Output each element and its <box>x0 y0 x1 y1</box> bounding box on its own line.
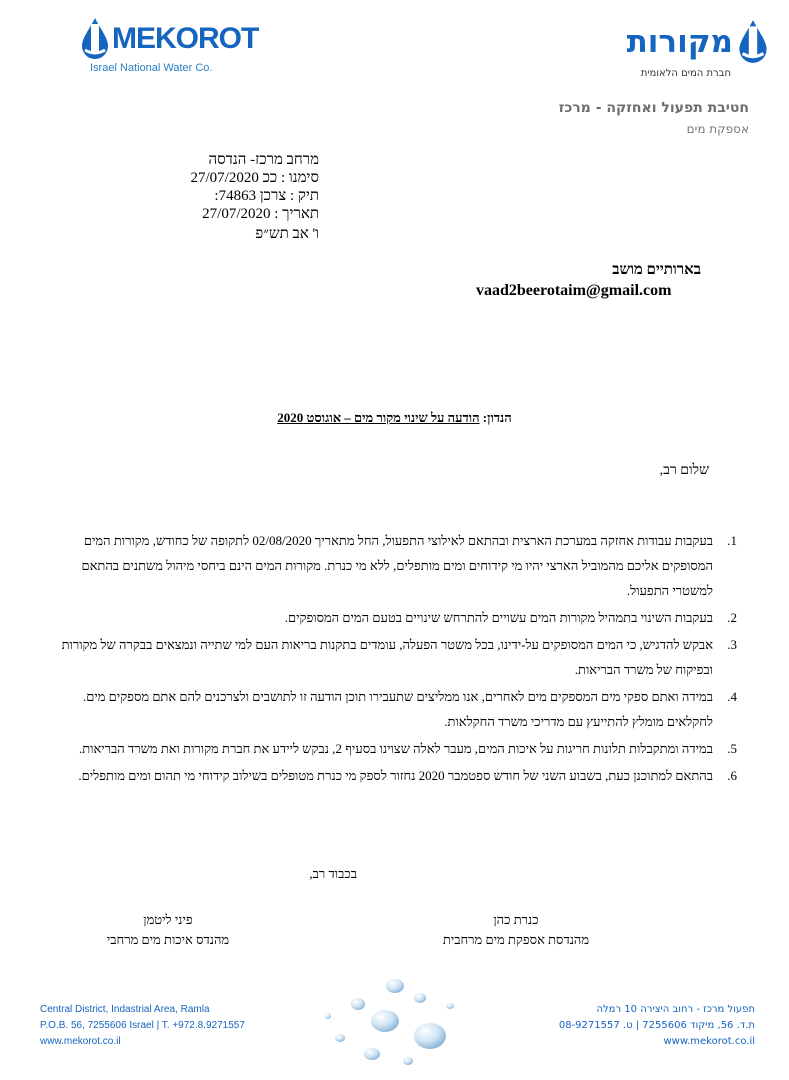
logo-he-name: מקורות <box>626 24 733 60</box>
item-number: 3. <box>727 637 737 652</box>
meta-hebrew-date: ו' אב תש״פ <box>255 226 319 242</box>
footer-address: תפעול מרכז - רחוב היצירה 10 רמלה <box>596 1004 755 1015</box>
footer-hebrew <box>555 1002 755 1050</box>
footer-contact: P.O.B. 56, 7255606 Israel | T. +972.8.9271557 <box>40 1020 245 1031</box>
logo-en-name: MEKOROT <box>112 22 259 55</box>
subject-text: הודעה על שינוי מקור מים – אוגוסט 2020 <box>277 410 480 425</box>
list-item <box>53 528 737 603</box>
meta-file: תיק : צרכן 74863: <box>214 188 319 204</box>
item-text: בעקבות עבודות אחזקה במערכת הארצית ובהתאם לאילוצי התפעול, החל מתאריך 02/08/2020 לתקופה של כחודש, מקורות המים המסופקים אליכם מהמוביל הארצי יהיו מי קידוחים ומים מותפלים, ללא מי כנרת. מקורות המים הינם ביחסי מיהול משתנים בהתאם למשטרי התפעול. <box>81 533 713 598</box>
meta-reference: סימנו : ככ 27/07/2020 <box>190 170 319 186</box>
signature-block-cohen <box>416 910 616 950</box>
item-number: 2. <box>727 610 737 625</box>
item-number: 4. <box>727 689 737 704</box>
recipient-name: בארותיים מושב <box>612 262 701 278</box>
list-item <box>53 605 737 630</box>
item-text: במידה ומתקבלות תלונות חריגות על איכות המים, מעבר לאלה שצוינו בסעיף 2, נבקש ליידע את חברת מקורות ואת משרד הבריאות. <box>78 741 713 756</box>
item-text: במידה ואתם ספקי מים המספקים מים לאחרים, אנו ממליצים שתעבירו תוכן הודעה זו לתושבים ולצרכנים להם אתם מספקים מים. לחקלאים מומלץ להתייעץ עם מדריכי משרד החקלאות. <box>82 689 713 729</box>
item-number: 6. <box>727 768 737 783</box>
item-number: 5. <box>727 741 737 756</box>
list-item <box>53 736 737 761</box>
footer-contact: ת.ד. 56, מיקוד 7255606 | ט. 08-9271557 <box>558 1020 755 1031</box>
signature-block-litman <box>78 910 258 950</box>
list-item <box>53 763 737 788</box>
item-text: אבקש להדגיש, כי המים המסופקים על-ידינו, בכל משטר הפעלה, עומדים בתקנות בריאות העם למי שתייה ונמצאים בבקרה של מקורות ובפיקוח של משרד הבריאות. <box>61 637 713 677</box>
footer-address: Central District, Indastrial Area, Ramla <box>40 1004 210 1015</box>
signatory-name: כנרת כהן <box>493 912 539 927</box>
item-text: בהתאם למתוכנן כעת, בשבוע השני של חודש ספטמבר 2020 נחזור לספק מי כנרת מטופלים בשילוב קידוחי מי תהום ומים מותפלים. <box>78 768 713 783</box>
division-subtitle: אספקת מים <box>686 122 749 136</box>
greeting: שלום רב, <box>659 463 709 478</box>
mekorot-drop-icon <box>78 16 112 62</box>
meta-date: תאריך : 27/07/2020 <box>202 206 319 222</box>
list-item <box>53 684 737 734</box>
list-item <box>53 632 737 682</box>
subject-line <box>0 410 789 426</box>
logo-en-sub: Israel National Water Co. <box>90 62 213 74</box>
logo-english <box>78 12 259 82</box>
signatory-title: מהנדסת אספקת מים מרחבית <box>442 932 590 947</box>
footer-website: www.mekorot.co.il <box>40 1036 121 1047</box>
recipient-email: vaad2beerotaim@gmail.com <box>476 282 672 299</box>
signatory-title: מהנדס איכות מים מרחבי <box>106 932 230 947</box>
item-number: 1. <box>727 533 737 548</box>
item-text: בעקבות השינוי בתמהיל מקורות המים עשויים להתרחש שינויים בטעם המים המסופקים. <box>284 610 713 625</box>
water-drops-icon <box>300 966 480 1076</box>
mekorot-drop-icon <box>735 18 771 66</box>
meta-department: מרחב מרכז- הנדסה <box>208 152 319 168</box>
closing: בכבוד רב, <box>309 866 357 881</box>
signatory-name: פיני ליטמן <box>143 912 193 927</box>
division-title: חטיבת תפעול ואחזקה - מרכז <box>558 100 749 116</box>
footer-website: www.mekorot.co.il <box>663 1036 755 1047</box>
footer-english <box>40 1002 280 1050</box>
subject-prefix: הנדון: <box>482 410 512 425</box>
logo-he-sub: חברת המים הלאומית <box>640 68 731 79</box>
logo-hebrew <box>617 12 777 84</box>
notice-items <box>53 528 737 790</box>
